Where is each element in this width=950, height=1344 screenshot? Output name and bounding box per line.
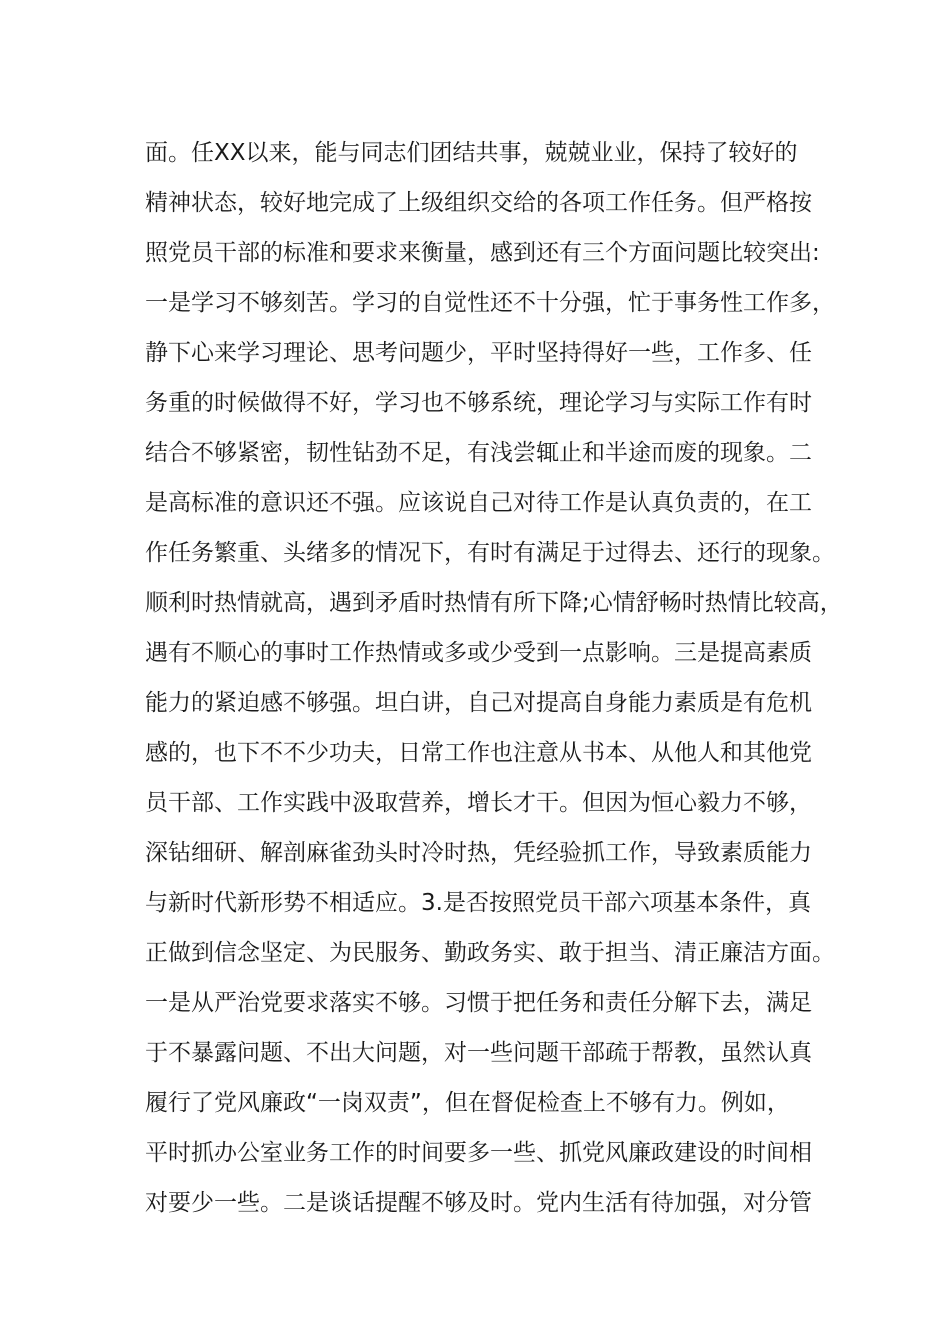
text-line: 精神状态，较好地完成了上级组织交给的各项工作任务。但严格按	[145, 190, 812, 216]
text-line: 履行了党风廉政“一岗双责”，但在督促检查上不够有力。例如，	[145, 1090, 790, 1116]
text-line: 深钻细研、解剖麻雀劲头时冷时热，凭经验抓工作，导致素质能力	[145, 840, 812, 866]
text-line: 是高标准的意识还不强。应该说自己对待工作是认真负责的，在工	[145, 490, 812, 516]
text-line: 正做到信念坚定、为民服务、勤政务实、敢于担当、清正廉洁方面。	[145, 940, 835, 966]
text-line: 遇有不顺心的事时工作热情或多或少受到一点影响。三是提高素质	[145, 640, 812, 666]
text-line: 静下心来学习理论、思考问题少，平时坚持得好一些，工作多、任	[145, 340, 812, 366]
text-line: 面。任XX以来，能与同志们团结共事，兢兢业业，保持了较好的	[145, 140, 798, 166]
text-line: 结合不够紧密，韧性钻劲不足，有浅尝辄止和半途而废的现象。二	[145, 440, 812, 466]
text-line: 务重的时候做得不好，学习也不够系统，理论学习与实际工作有时	[145, 390, 812, 416]
text-line: 顺利时热情就高，遇到矛盾时热情有所下降;心情舒畅时热情比较高，	[145, 590, 843, 616]
text-line: 一是从严治党要求落实不够。习惯于把任务和责任分解下去，满足	[145, 990, 812, 1016]
text-line: 对要少一些。二是谈话提醒不够及时。党内生活有待加强，对分管	[145, 1190, 812, 1216]
text-line: 一是学习不够刻苦。学习的自觉性还不十分强，忙于事务性工作多，	[145, 290, 835, 316]
text-line: 照党员干部的标准和要求来衡量，感到还有三个方面问题比较突出:	[145, 240, 820, 266]
body-text	[145, 128, 843, 1228]
text-line: 能力的紧迫感不够强。坦白讲，自己对提高自身能力素质是有危机	[145, 690, 812, 716]
text-line: 作任务繁重、头绪多的情况下，有时有满足于过得去、还行的现象。	[145, 540, 835, 566]
text-line: 平时抓办公室业务工作的时间要多一些、抓党风廉政建设的时间相	[145, 1140, 812, 1166]
text-line: 感的，也下不不少功夫，日常工作也注意从书本、从他人和其他党	[145, 740, 812, 766]
text-line: 与新时代新形势不相适应。3.是否按照党员干部六项基本条件，真	[145, 890, 811, 916]
text-line: 员干部、工作实践中汲取营养，增长才干。但因为恒心毅力不够，	[145, 790, 812, 816]
text-line: 于不暴露问题、不出大问题，对一些问题干部疏于帮教，虽然认真	[145, 1040, 812, 1066]
